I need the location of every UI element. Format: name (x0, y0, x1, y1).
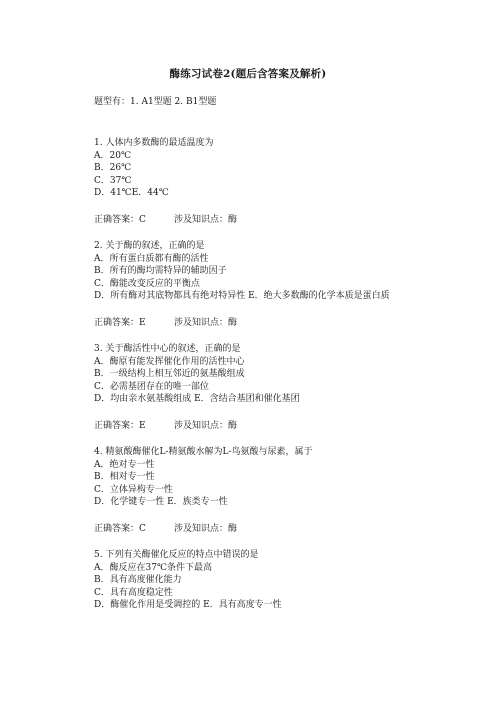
question-4-option-b: B．相对专一性 (94, 472, 155, 482)
question-3-answer-row (94, 420, 237, 432)
question-types: 题型有：1. A1型题 2. B1型题 (94, 97, 217, 107)
question-2-option-a: A．所有蛋白质都有酶的活性 (94, 254, 209, 264)
question-3-option-a: A．酶原有能发挥催化作用的活性中心 (94, 357, 245, 367)
document-title: 酶练习试卷2(题后含答案及解析) (169, 68, 327, 80)
question-5-option-c: C．具有高度稳定性 (94, 588, 173, 598)
question-4-option-c: C．立体异构专一性 (94, 485, 173, 495)
question-3-option-d: D．均由亲水氨基酸组成 E．含结合基团和催化基团 (94, 394, 300, 404)
question-5-option-d: D．酶催化作用是受调控的 E．具有高度专一性 (94, 600, 282, 610)
question-1-option-c: C．37℃ (94, 176, 132, 186)
question-2-stem: 2. 关于酶的叙述，正确的是 (94, 241, 205, 251)
question-4-answer-row (94, 523, 237, 535)
question-5-stem: 5. 下列有关酶催化反应的特点中错误的是 (94, 550, 259, 560)
question-2-option-d: D．所有酶对其底物都具有绝对特异性 E．绝大多数酶的化学本质是蛋白质 (94, 291, 390, 301)
question-3-option-b: B．一级结构上相互邻近的氨基酸组成 (94, 369, 245, 379)
knowledge-point: 涉及知识点：酶 (174, 318, 238, 328)
question-1-option-b: B．26℃ (94, 163, 132, 173)
question-4-option-a: A．绝对专一性 (94, 460, 155, 470)
question-2-option-b: B．所有的酶均需特异的辅助因子 (94, 266, 227, 276)
knowledge-point: 涉及知识点：酶 (174, 215, 238, 225)
knowledge-point: 涉及知识点：酶 (174, 421, 238, 431)
answer-label: 正确答案：C (94, 524, 146, 534)
question-2-option-c: C．酶能改变反应的平衡点 (94, 279, 200, 289)
answer-label: 正确答案：E (94, 421, 146, 431)
question-5-option-a: A．酶反应在37℃条件下最高 (94, 563, 213, 573)
answer-label: 正确答案：C (94, 215, 146, 225)
question-4-option-d: D．化学键专一性 E．族类专一性 (94, 497, 228, 507)
question-2-answer-row (94, 317, 237, 329)
question-3-stem: 3. 关于酶活性中心的叙述，正确的是 (94, 344, 241, 354)
question-1-stem: 1. 人体内多数酶的最适温度为 (94, 138, 214, 148)
question-4-stem: 4. 精氨酸酶催化L-精氨酸水解为L-鸟氨酸与尿素，属于 (94, 447, 313, 457)
question-1-option-a: A．20℃ (94, 151, 132, 161)
knowledge-point: 涉及知识点：酶 (174, 524, 238, 534)
question-1-option-d: D．41℃E．44℃ (94, 188, 169, 198)
question-1-answer-row (94, 214, 237, 226)
answer-label: 正确答案：E (94, 318, 146, 328)
question-3-option-c: C．必需基团存在的唯一部位 (94, 382, 209, 392)
question-5-option-b: B．具有高度催化能力 (94, 575, 182, 585)
